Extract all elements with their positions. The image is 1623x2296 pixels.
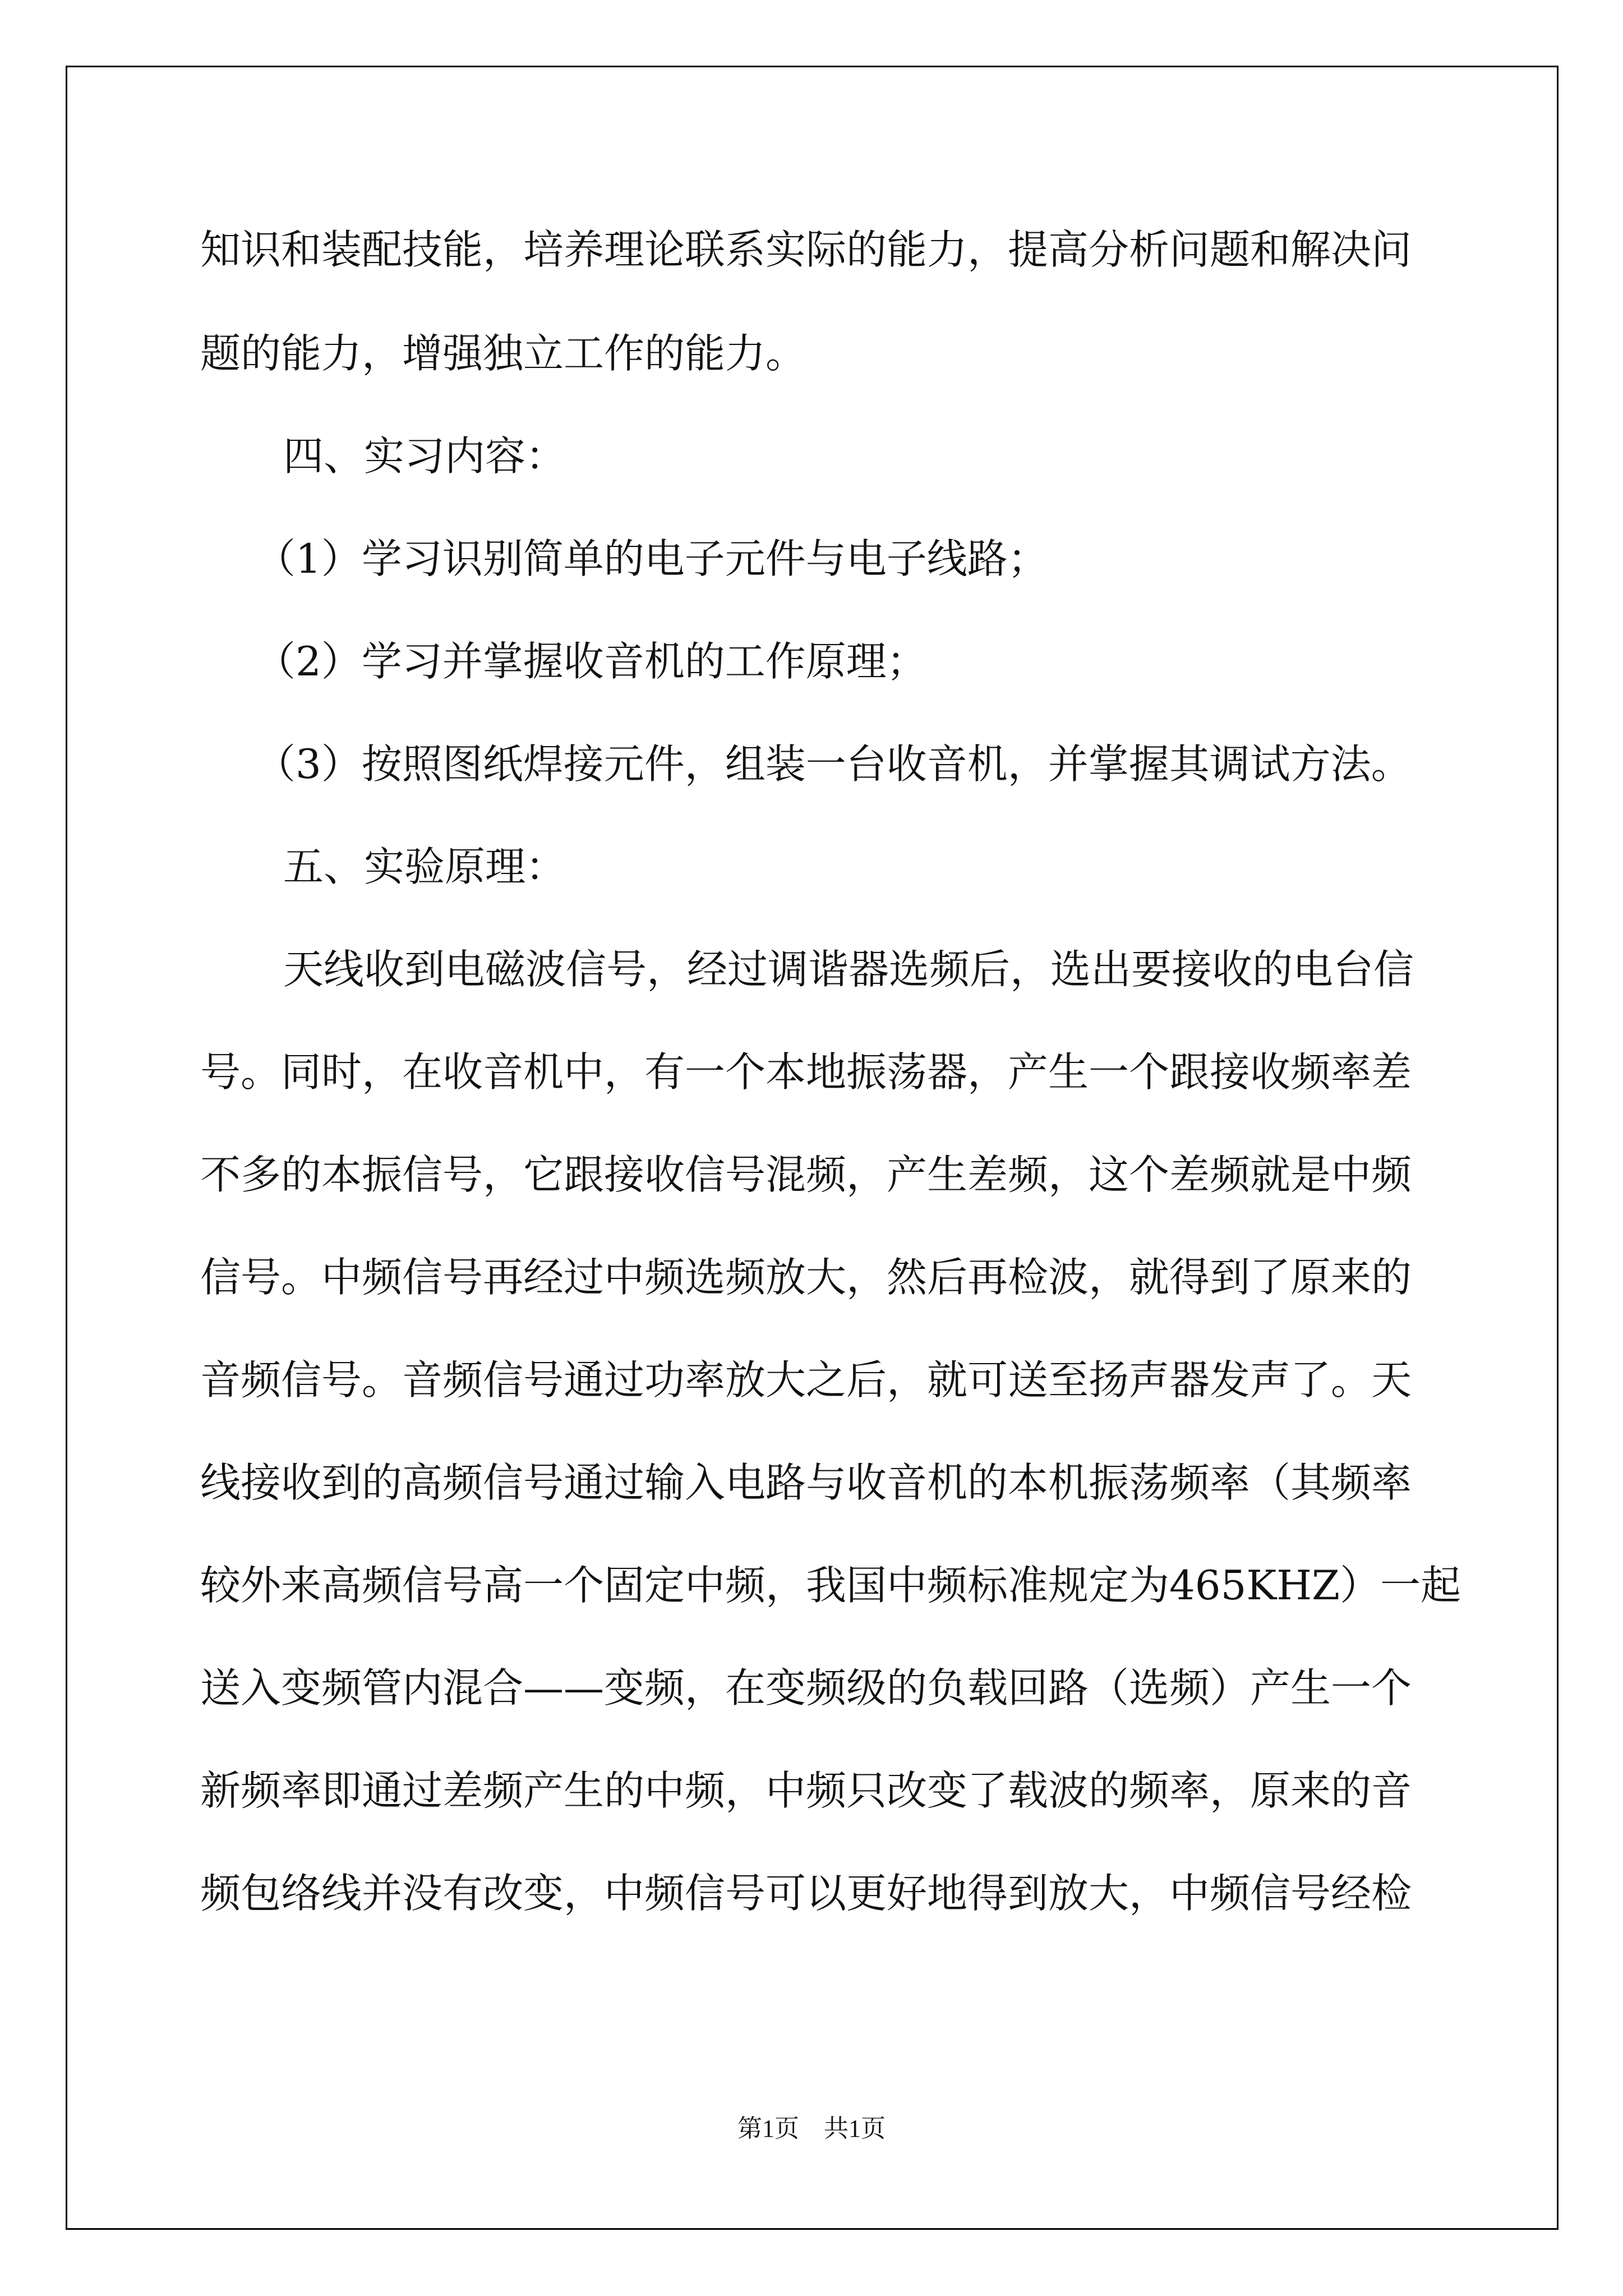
page-number-footer: 第1页 共1页: [737, 2115, 886, 2142]
body-text-line: 线接收到的高频信号通过输入电路与收音机的本机振荡频率（其频率: [200, 1459, 1412, 1506]
body-text-line: 天线收到电磁波信号，经过调谐器选频后，选出要接收的电台信: [283, 946, 1414, 993]
list-item-2: （2）学习并掌握收音机的工作原理；: [255, 638, 927, 685]
body-text-line: 较外来高频信号高一个固定中频，我国中频标准规定为465KHZ）一起: [200, 1562, 1461, 1609]
list-item-3: （3）按照图纸焊接元件，组装一台收音机，并掌握其调试方法。: [255, 740, 1412, 788]
body-text-line: 号。同时，在收音机中，有一个本地振荡器，产生一个跟接收频率差: [200, 1048, 1412, 1096]
body-text-line: 新频率即通过差频产生的中频，中频只改变了载波的频率，原来的音: [200, 1767, 1412, 1814]
body-text-line: 音频信号。音频信号通过功率放大之后，就可送至扬声器发声了。天: [200, 1356, 1412, 1404]
body-text-line: 信号。中频信号再经过中频选频放大，然后再检波，就得到了原来的: [200, 1254, 1412, 1301]
section-heading-content: 四、实习内容：: [283, 432, 566, 480]
body-text-line: 不多的本振信号，它跟接收信号混频，产生差频，这个差频就是中频: [200, 1151, 1412, 1198]
body-text-line: 送入变频管内混合——变频，在变频级的负载回路（选频）产生一个: [200, 1664, 1412, 1711]
body-text-line: 题的能力，增强独立工作的能力。: [200, 330, 806, 377]
section-heading-principle: 五、实验原理：: [283, 843, 566, 890]
body-text-line: 知识和装配技能，培养理论联系实际的能力，提高分析问题和解决问: [200, 226, 1412, 273]
body-text-line: 频包络线并没有改变，中频信号可以更好地得到放大，中频信号经检: [200, 1870, 1412, 1917]
list-item-1: （1）学习识别简单的电子元件与电子线路；: [255, 535, 1048, 582]
